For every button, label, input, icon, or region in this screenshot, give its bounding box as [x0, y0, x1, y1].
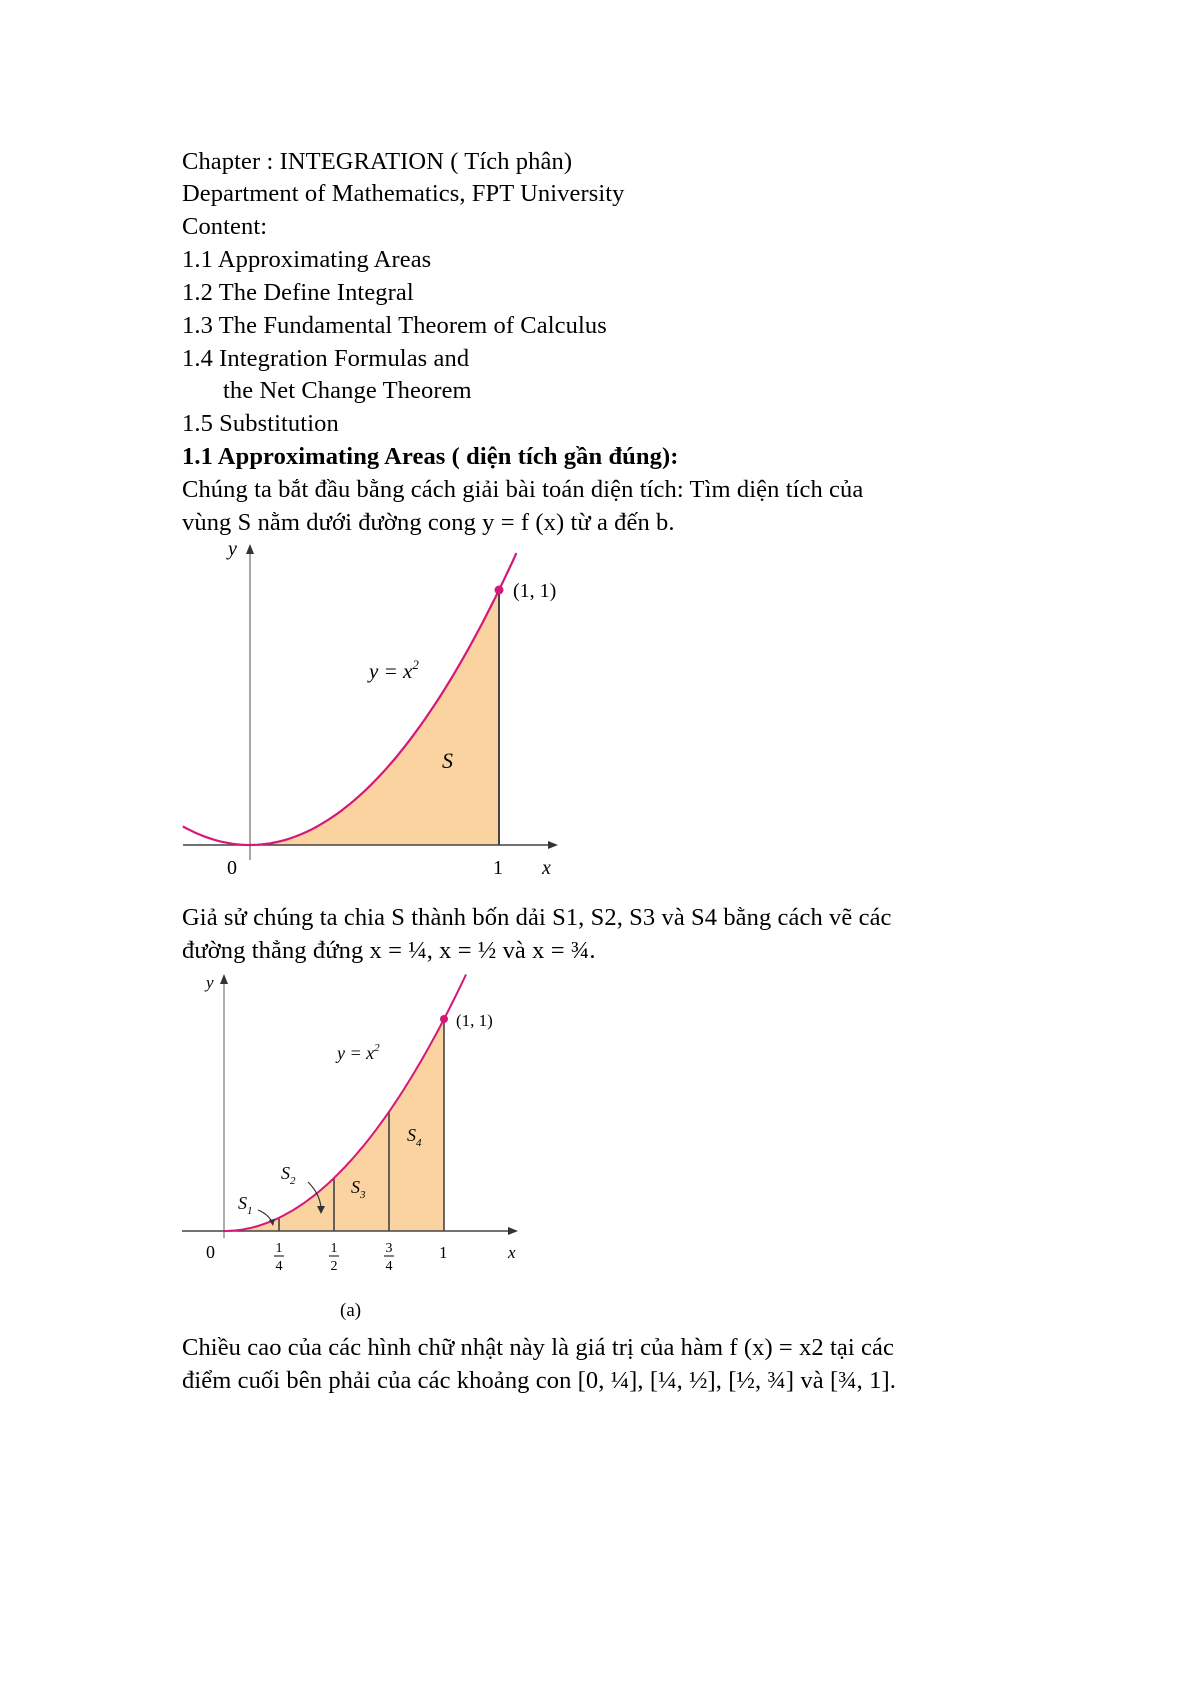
- tick-fraction-numerator: 3: [385, 1241, 393, 1256]
- tick-label-one: 1: [439, 1243, 448, 1262]
- x-axis-arrow: [508, 1227, 518, 1235]
- origin-label: 0: [206, 1242, 215, 1262]
- y-axis-arrow: [220, 974, 228, 984]
- y-axis-label: y: [228, 538, 237, 560]
- tick-fraction-denominator: 4: [275, 1259, 283, 1274]
- point-marker: [440, 1015, 448, 1023]
- y-axis-label: y: [206, 973, 214, 992]
- strip-label-sub: 1: [247, 1205, 253, 1217]
- toc-item: 1.3 The Fundamental Theorem of Calculus: [182, 312, 607, 339]
- tick-fraction-denominator: 4: [385, 1259, 393, 1274]
- paragraph-line: điểm cuối bên phải của các khoảng con [0, ¼], [¼, ½], [½, ¾] và [¾, 1].: [182, 1367, 896, 1394]
- strip-label-main: S: [407, 1125, 416, 1145]
- x-axis-arrow: [548, 841, 558, 849]
- tick-label-one: 1: [493, 857, 503, 879]
- tick-fraction-denominator: 2: [330, 1259, 338, 1274]
- origin-label: 0: [227, 857, 237, 879]
- curve-label-exp: 2: [412, 657, 419, 672]
- toc-item: 1.1 Approximating Areas: [182, 246, 432, 273]
- figure-four-strips: [180, 968, 540, 1321]
- strip-label-main: S: [238, 1193, 247, 1213]
- strip-label-main: S: [351, 1177, 360, 1197]
- strip-label-sub: 3: [360, 1189, 366, 1201]
- toc-item: 1.4 Integration Formulas and: [182, 345, 470, 372]
- figure-area-under-curve: [180, 540, 580, 880]
- strip-label-sub: 4: [416, 1137, 422, 1149]
- paragraph-line: đường thẳng đứng x = ¼, x = ½ và x = ¾.: [182, 937, 596, 964]
- strip-label-sub: 2: [290, 1175, 296, 1187]
- department-line: Department of Mathematics, FPT University: [182, 180, 625, 207]
- strip-label-s1: [238, 1193, 253, 1217]
- x-axis-label: x: [508, 1243, 516, 1262]
- toc-item: 1.2 The Define Integral: [182, 279, 414, 306]
- strip-label-main: S: [281, 1163, 290, 1183]
- curve-label-base: y = x: [337, 1043, 375, 1063]
- region-label: S: [442, 748, 453, 773]
- curve-label-base: y = x: [369, 659, 413, 683]
- tick-fraction-numerator: 1: [275, 1241, 283, 1256]
- chapter-title: Chapter : INTEGRATION ( Tích phân): [182, 148, 573, 175]
- x-axis-label: x: [542, 857, 551, 879]
- curve-label: [367, 657, 419, 683]
- y-axis-arrow: [246, 544, 254, 554]
- curve-label-exp: 2: [374, 1042, 380, 1054]
- toc-item: the Net Change Theorem: [223, 377, 472, 404]
- paragraph-line: Giả sử chúng ta chia S thành bốn dải S1, S2, S3 và S4 bằng cách vẽ các: [182, 904, 892, 931]
- strip-label-s2: [281, 1163, 296, 1187]
- content-label: Content:: [182, 213, 268, 240]
- point-label: (1, 1): [456, 1011, 493, 1030]
- tick-fraction-numerator: 1: [330, 1241, 338, 1256]
- curve-label: [335, 1042, 380, 1063]
- point-label: (1, 1): [513, 580, 557, 602]
- point-marker: [495, 586, 504, 595]
- paragraph-line: Chiều cao của các hình chữ nhật này là giá trị của hàm f (x) = x2 tại các: [182, 1334, 894, 1361]
- section-heading: 1.1 Approximating Areas ( diện tích gần đúng):: [182, 443, 679, 470]
- paragraph-line: Chúng ta bắt đầu bằng cách giải bài toán diện tích: Tìm diện tích của: [182, 476, 864, 503]
- region-s-fill: [250, 590, 499, 845]
- figure-caption: (a): [340, 1300, 362, 1321]
- paragraph-line: vùng S nằm dưới đường cong y = f (x) từ a đến b.: [182, 509, 675, 536]
- toc-item: 1.5 Substitution: [182, 410, 339, 437]
